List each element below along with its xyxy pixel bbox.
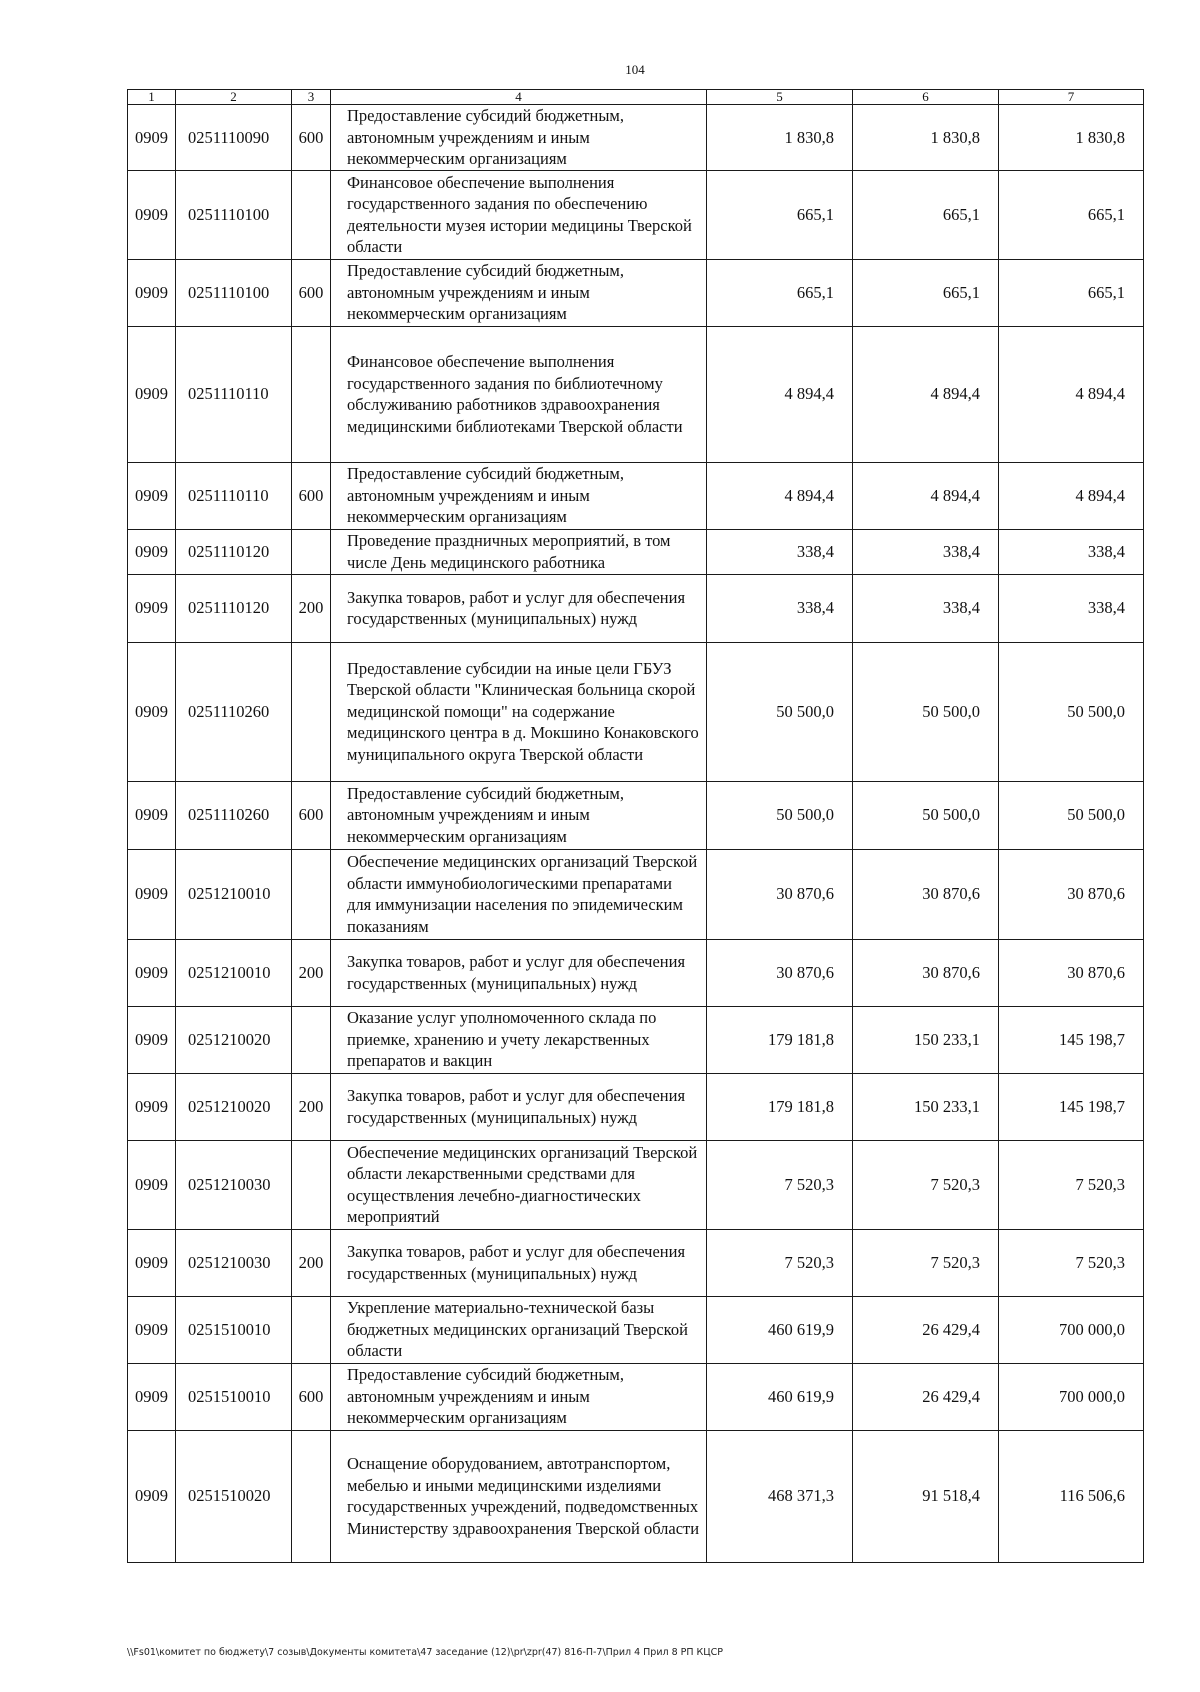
amount-col6-cell: 338,4 bbox=[853, 529, 999, 574]
description-cell: Закупка товаров, работ и услуг для обеспечения государственных (муниципальных) нужд bbox=[331, 1073, 707, 1140]
amount-col5-cell: 7 520,3 bbox=[707, 1140, 853, 1229]
expense-type-cell bbox=[292, 849, 331, 939]
amount-col7-cell: 338,4 bbox=[999, 529, 1144, 574]
expense-type-cell bbox=[292, 1140, 331, 1229]
description-cell: Предоставление субсидий бюджетным, автономным учреждениям и иным некоммерческим организациям bbox=[331, 259, 707, 326]
header-row bbox=[128, 90, 1144, 105]
expense-type-cell: 600 bbox=[292, 781, 331, 849]
description-cell: Финансовое обеспечение выполнения государственного задания по библиотечному обслуживанию работников здравоохранения медицинскими библиотеками Тверской области bbox=[331, 326, 707, 462]
amount-col7-cell: 116 506,6 bbox=[999, 1430, 1144, 1562]
target-article-cell: 0251110120 bbox=[176, 574, 292, 642]
amount-col6-cell: 30 870,6 bbox=[853, 849, 999, 939]
amount-col7-cell: 665,1 bbox=[999, 170, 1144, 259]
description-cell: Финансовое обеспечение выполнения государственного задания по обеспечению деятельности музея истории медицины Тверской области bbox=[331, 170, 707, 259]
budget-table bbox=[127, 89, 1144, 1563]
table-row bbox=[128, 781, 1144, 849]
target-article-cell: 0251110090 bbox=[176, 105, 292, 171]
amount-col7-cell: 4 894,4 bbox=[999, 462, 1144, 529]
amount-col7-cell: 30 870,6 bbox=[999, 939, 1144, 1006]
header-cell: 3 bbox=[292, 90, 331, 105]
amount-col7-cell: 30 870,6 bbox=[999, 849, 1144, 939]
section-code-cell: 0909 bbox=[128, 1073, 176, 1140]
amount-col5-cell: 50 500,0 bbox=[707, 781, 853, 849]
target-article-cell: 0251110260 bbox=[176, 781, 292, 849]
amount-col6-cell: 26 429,4 bbox=[853, 1363, 999, 1430]
table-row bbox=[128, 1430, 1144, 1562]
expense-type-cell: 200 bbox=[292, 1229, 331, 1296]
section-code-cell: 0909 bbox=[128, 939, 176, 1006]
description-cell: Обеспечение медицинских организаций Тверской области иммунобиологическими препаратами для иммунизации населения по эпидемическим показаниям bbox=[331, 849, 707, 939]
section-code-cell: 0909 bbox=[128, 326, 176, 462]
amount-col6-cell: 338,4 bbox=[853, 574, 999, 642]
target-article-cell: 0251210010 bbox=[176, 849, 292, 939]
section-code-cell: 0909 bbox=[128, 1363, 176, 1430]
target-article-cell: 0251110100 bbox=[176, 259, 292, 326]
target-article-cell: 0251210010 bbox=[176, 939, 292, 1006]
expense-type-cell: 600 bbox=[292, 259, 331, 326]
target-article-cell: 0251110260 bbox=[176, 642, 292, 781]
section-code-cell: 0909 bbox=[128, 1140, 176, 1229]
section-code-cell: 0909 bbox=[128, 105, 176, 171]
expense-type-cell bbox=[292, 642, 331, 781]
description-cell: Предоставление субсидий бюджетным, автономным учреждениям и иным некоммерческим организациям bbox=[331, 105, 707, 171]
amount-col7-cell: 338,4 bbox=[999, 574, 1144, 642]
expense-type-cell: 200 bbox=[292, 1073, 331, 1140]
amount-col7-cell: 700 000,0 bbox=[999, 1363, 1144, 1430]
target-article-cell: 0251510020 bbox=[176, 1430, 292, 1562]
description-cell: Закупка товаров, работ и услуг для обеспечения государственных (муниципальных) нужд bbox=[331, 1229, 707, 1296]
file-path-footer: \\Fs01\комитет по бюджету\7 созыв\Документы комитета\47 заседание (12)\pr\zpr(47) 816-П-7\Прил 4 Прил 8 РП КЦСР bbox=[127, 1647, 724, 1658]
table-row bbox=[128, 939, 1144, 1006]
section-code-cell: 0909 bbox=[128, 462, 176, 529]
amount-col5-cell: 7 520,3 bbox=[707, 1229, 853, 1296]
expense-type-cell bbox=[292, 529, 331, 574]
description-cell: Оказание услуг уполномоченного склада по приемке, хранению и учету лекарственных препаратов и вакцин bbox=[331, 1006, 707, 1073]
expense-type-cell: 600 bbox=[292, 1363, 331, 1430]
amount-col5-cell: 338,4 bbox=[707, 529, 853, 574]
amount-col6-cell: 665,1 bbox=[853, 259, 999, 326]
table-row bbox=[128, 529, 1144, 574]
target-article-cell: 0251110110 bbox=[176, 326, 292, 462]
table-row bbox=[128, 1140, 1144, 1229]
description-cell: Проведение праздничных мероприятий, в том числе День медицинского работника bbox=[331, 529, 707, 574]
amount-col5-cell: 665,1 bbox=[707, 259, 853, 326]
amount-col5-cell: 30 870,6 bbox=[707, 849, 853, 939]
table-row bbox=[128, 326, 1144, 462]
header-cell: 4 bbox=[331, 90, 707, 105]
header-cell: 2 bbox=[176, 90, 292, 105]
amount-col6-cell: 30 870,6 bbox=[853, 939, 999, 1006]
target-article-cell: 0251210020 bbox=[176, 1073, 292, 1140]
expense-type-cell: 600 bbox=[292, 105, 331, 171]
section-code-cell: 0909 bbox=[128, 1296, 176, 1363]
section-code-cell: 0909 bbox=[128, 1006, 176, 1073]
target-article-cell: 0251210030 bbox=[176, 1140, 292, 1229]
description-cell: Обеспечение медицинских организаций Тверской области лекарственными средствами для осуществления лечебно-диагностических мероприятий bbox=[331, 1140, 707, 1229]
amount-col6-cell: 665,1 bbox=[853, 170, 999, 259]
description-cell: Предоставление субсидии на иные цели ГБУЗ Тверской области "Клиническая больница скорой медицинской помощи" на содержание медицинского центра в д. Мокшино Конаковского муниципального округа Тверской области bbox=[331, 642, 707, 781]
expense-type-cell: 200 bbox=[292, 574, 331, 642]
target-article-cell: 0251510010 bbox=[176, 1296, 292, 1363]
section-code-cell: 0909 bbox=[128, 259, 176, 326]
description-cell: Укрепление материально-технической базы бюджетных медицинских организаций Тверской области bbox=[331, 1296, 707, 1363]
section-code-cell: 0909 bbox=[128, 642, 176, 781]
amount-col7-cell: 665,1 bbox=[999, 259, 1144, 326]
amount-col5-cell: 179 181,8 bbox=[707, 1073, 853, 1140]
amount-col7-cell: 145 198,7 bbox=[999, 1073, 1144, 1140]
target-article-cell: 0251110100 bbox=[176, 170, 292, 259]
section-code-cell: 0909 bbox=[128, 170, 176, 259]
amount-col5-cell: 338,4 bbox=[707, 574, 853, 642]
amount-col6-cell: 50 500,0 bbox=[853, 781, 999, 849]
expense-type-cell bbox=[292, 1296, 331, 1363]
description-cell: Оснащение оборудованием, автотранспортом, мебелью и иными медицинскими изделиями государственных учреждений, подведомственных Министерству здравоохранения Тверской области bbox=[331, 1430, 707, 1562]
expense-type-cell: 200 bbox=[292, 939, 331, 1006]
section-code-cell: 0909 bbox=[128, 849, 176, 939]
table-row bbox=[128, 1073, 1144, 1140]
amount-col7-cell: 4 894,4 bbox=[999, 326, 1144, 462]
target-article-cell: 0251110110 bbox=[176, 462, 292, 529]
page-number: 104 bbox=[625, 62, 645, 77]
amount-col5-cell: 665,1 bbox=[707, 170, 853, 259]
amount-col5-cell: 4 894,4 bbox=[707, 462, 853, 529]
amount-col6-cell: 7 520,3 bbox=[853, 1140, 999, 1229]
table-row bbox=[128, 849, 1144, 939]
description-cell: Предоставление субсидий бюджетным, автономным учреждениям и иным некоммерческим организациям bbox=[331, 462, 707, 529]
target-article-cell: 0251210030 bbox=[176, 1229, 292, 1296]
table-row bbox=[128, 1296, 1144, 1363]
amount-col7-cell: 1 830,8 bbox=[999, 105, 1144, 171]
amount-col6-cell: 1 830,8 bbox=[853, 105, 999, 171]
section-code-cell: 0909 bbox=[128, 574, 176, 642]
table-row bbox=[128, 1006, 1144, 1073]
header-cell: 1 bbox=[128, 90, 176, 105]
table-row bbox=[128, 1229, 1144, 1296]
description-cell: Предоставление субсидий бюджетным, автономным учреждениям и иным некоммерческим организациям bbox=[331, 781, 707, 849]
description-cell: Закупка товаров, работ и услуг для обеспечения государственных (муниципальных) нужд bbox=[331, 574, 707, 642]
table-row bbox=[128, 105, 1144, 171]
amount-col5-cell: 4 894,4 bbox=[707, 326, 853, 462]
amount-col5-cell: 179 181,8 bbox=[707, 1006, 853, 1073]
amount-col5-cell: 30 870,6 bbox=[707, 939, 853, 1006]
table-row bbox=[128, 170, 1144, 259]
amount-col7-cell: 7 520,3 bbox=[999, 1229, 1144, 1296]
description-cell: Предоставление субсидий бюджетным, автономным учреждениям и иным некоммерческим организациям bbox=[331, 1363, 707, 1430]
expense-type-cell bbox=[292, 1006, 331, 1073]
section-code-cell: 0909 bbox=[128, 1430, 176, 1562]
amount-col6-cell: 91 518,4 bbox=[853, 1430, 999, 1562]
amount-col6-cell: 4 894,4 bbox=[853, 326, 999, 462]
amount-col6-cell: 150 233,1 bbox=[853, 1073, 999, 1140]
amount-col5-cell: 50 500,0 bbox=[707, 642, 853, 781]
table-row bbox=[128, 259, 1144, 326]
description-cell: Закупка товаров, работ и услуг для обеспечения государственных (муниципальных) нужд bbox=[331, 939, 707, 1006]
amount-col6-cell: 7 520,3 bbox=[853, 1229, 999, 1296]
amount-col6-cell: 150 233,1 bbox=[853, 1006, 999, 1073]
expense-type-cell bbox=[292, 170, 331, 259]
table-row bbox=[128, 642, 1144, 781]
amount-col7-cell: 50 500,0 bbox=[999, 642, 1144, 781]
amount-col6-cell: 4 894,4 bbox=[853, 462, 999, 529]
target-article-cell: 0251510010 bbox=[176, 1363, 292, 1430]
header-cell: 7 bbox=[999, 90, 1144, 105]
section-code-cell: 0909 bbox=[128, 781, 176, 849]
amount-col7-cell: 700 000,0 bbox=[999, 1296, 1144, 1363]
amount-col7-cell: 145 198,7 bbox=[999, 1006, 1144, 1073]
target-article-cell: 0251210020 bbox=[176, 1006, 292, 1073]
header-cell: 6 bbox=[853, 90, 999, 105]
amount-col5-cell: 460 619,9 bbox=[707, 1363, 853, 1430]
amount-col5-cell: 1 830,8 bbox=[707, 105, 853, 171]
table-row bbox=[128, 462, 1144, 529]
section-code-cell: 0909 bbox=[128, 529, 176, 574]
section-code-cell: 0909 bbox=[128, 1229, 176, 1296]
amount-col7-cell: 50 500,0 bbox=[999, 781, 1144, 849]
amount-col6-cell: 26 429,4 bbox=[853, 1296, 999, 1363]
table-row bbox=[128, 574, 1144, 642]
amount-col5-cell: 460 619,9 bbox=[707, 1296, 853, 1363]
amount-col7-cell: 7 520,3 bbox=[999, 1140, 1144, 1229]
amount-col6-cell: 50 500,0 bbox=[853, 642, 999, 781]
header-cell: 5 bbox=[707, 90, 853, 105]
expense-type-cell bbox=[292, 1430, 331, 1562]
expense-type-cell bbox=[292, 326, 331, 462]
table-row bbox=[128, 1363, 1144, 1430]
target-article-cell: 0251110120 bbox=[176, 529, 292, 574]
amount-col5-cell: 468 371,3 bbox=[707, 1430, 853, 1562]
expense-type-cell: 600 bbox=[292, 462, 331, 529]
